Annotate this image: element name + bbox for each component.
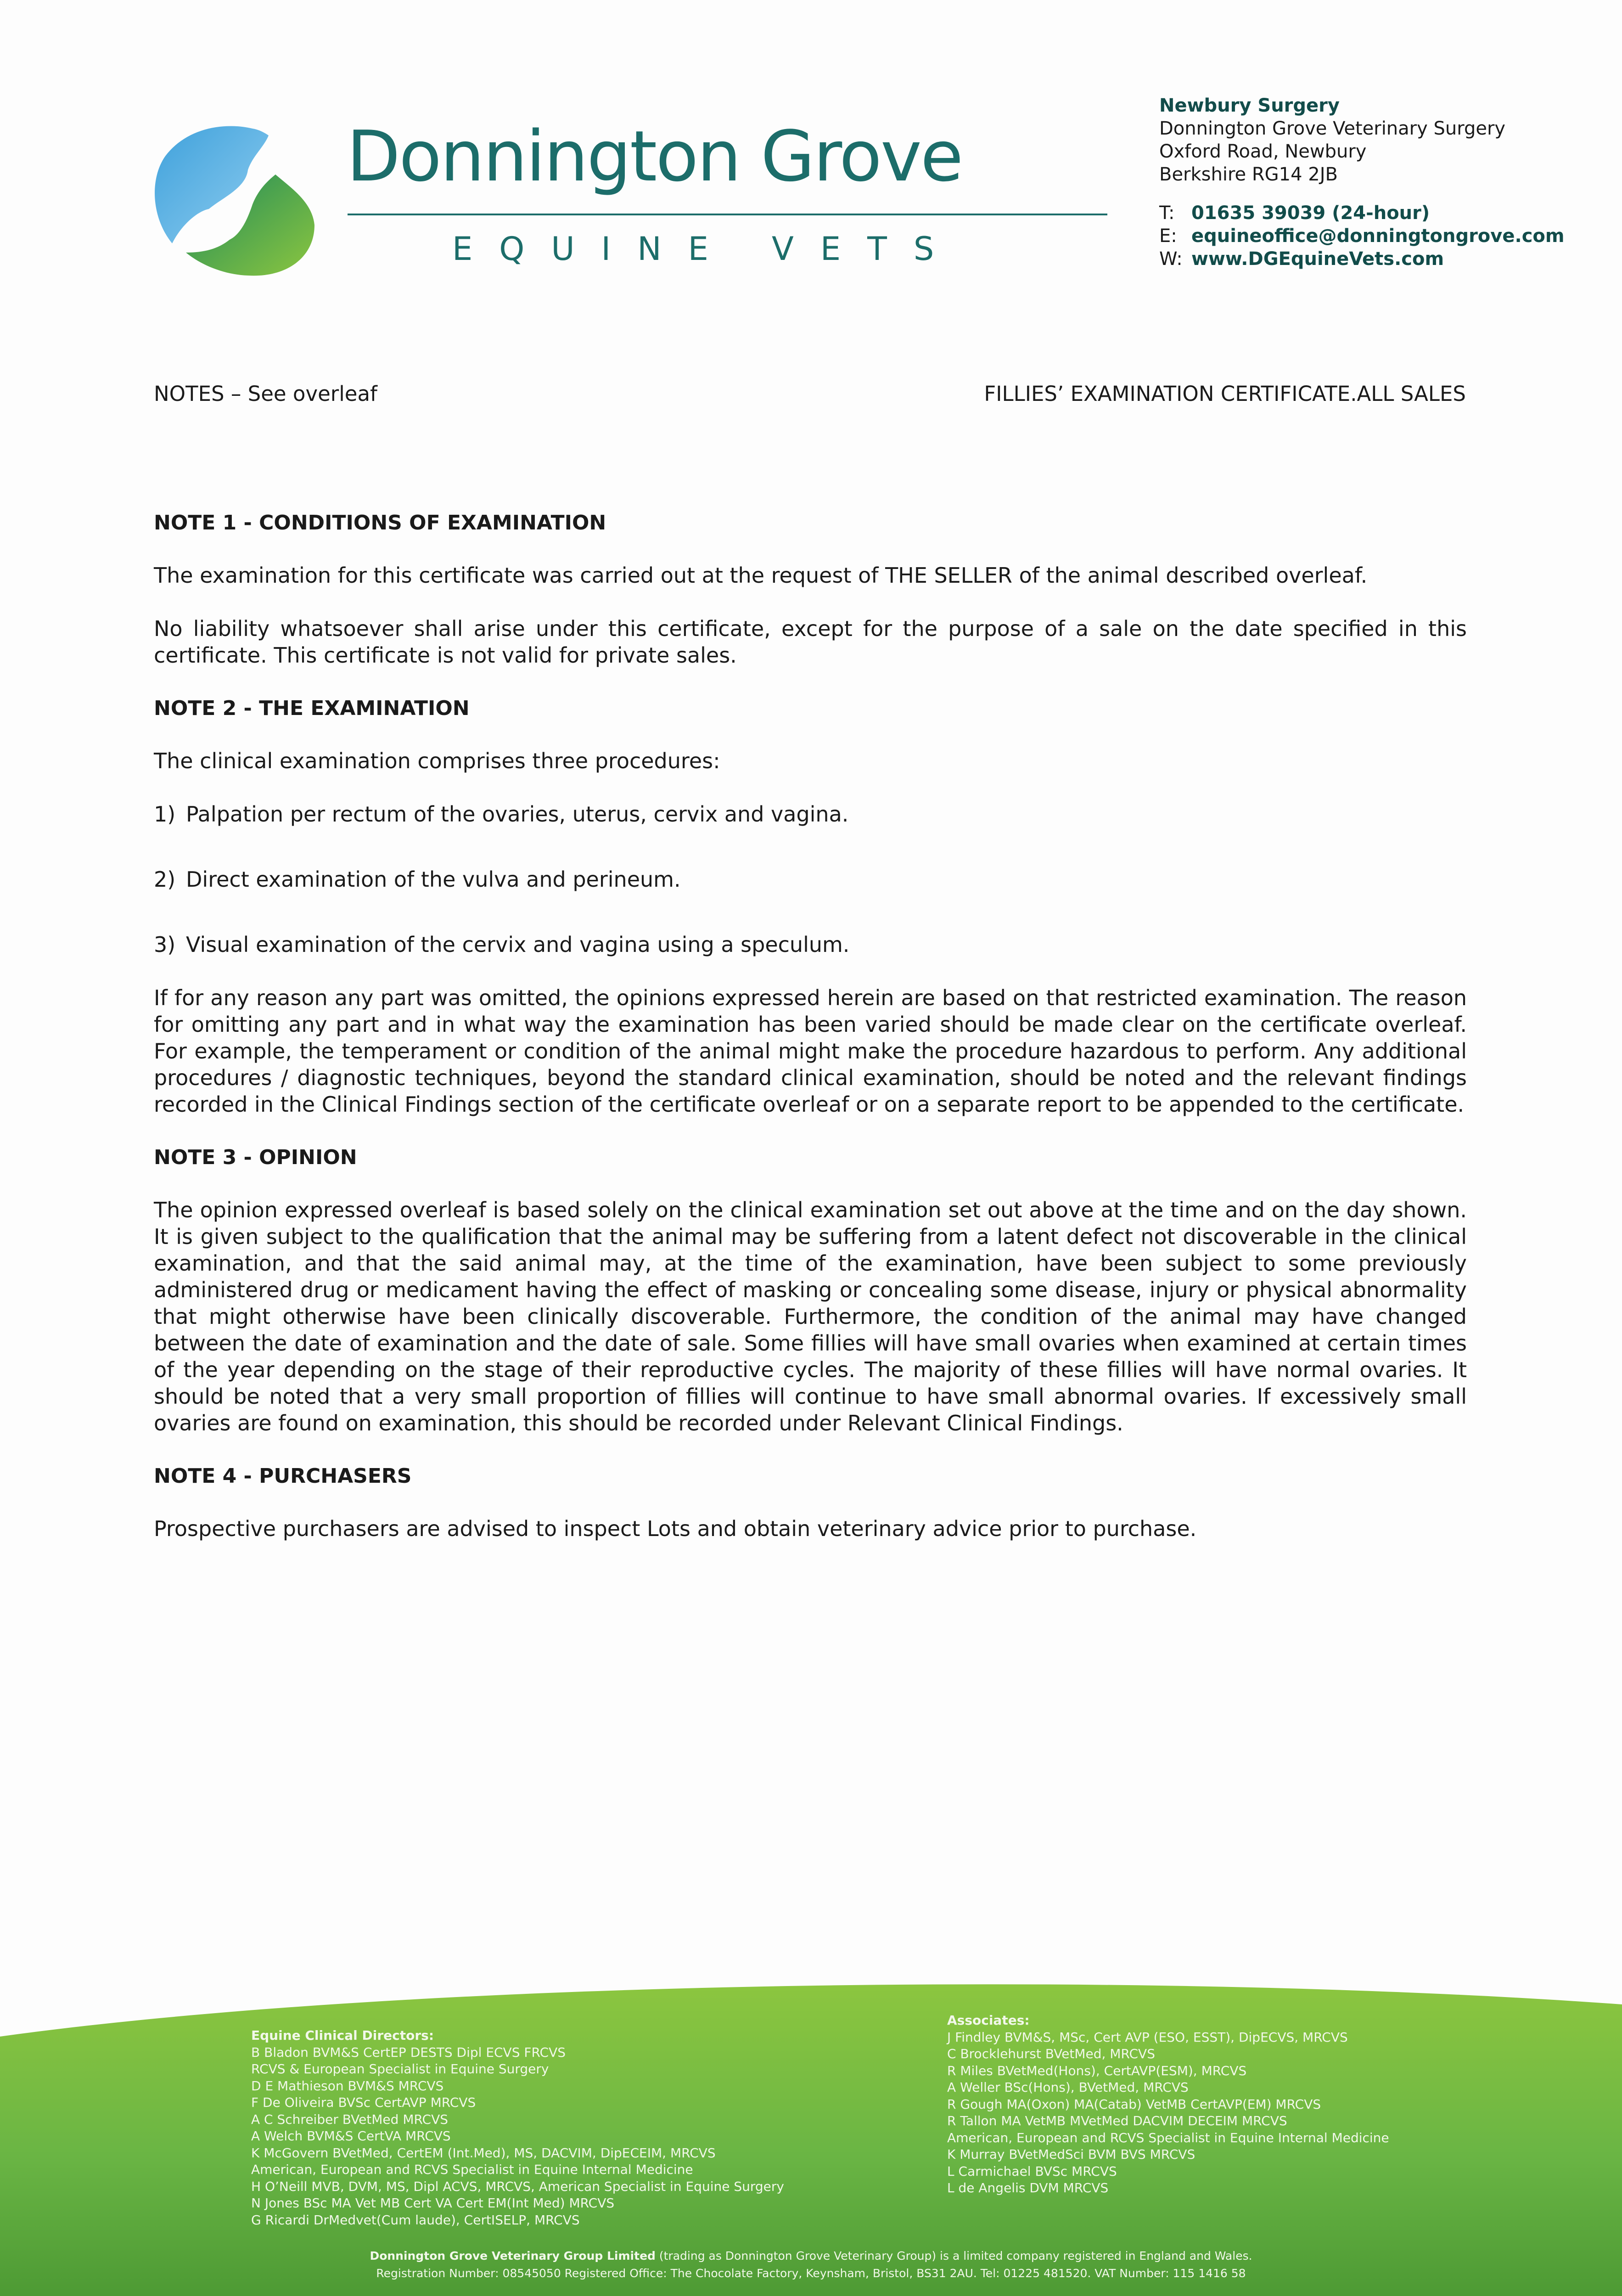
associate-line: C Brocklehurst BVetMed, MRCVS [947,2046,1155,2061]
note-1-paragraph: No liability whatsoever shall arise under this certificate, except for the purpose of a sale on the date specified in this certificate. This certificate is not valid for private sales. [154,616,1467,668]
associate-line: R Gough MA(Oxon) MA(Catab) VetMB CertAVP(EM) MRCVS [947,2096,1321,2112]
associate-line: K Murray BVetMedSci BVM BVS MRCVS [947,2147,1195,2162]
company-description: (trading as Donnington Grove Veterinary Group) is a limited company registered in England and Wales. [655,2249,1252,2262]
note-3-heading: NOTE 3 - OPINION [154,1146,357,1169]
office-name: Newbury Surgery [1159,95,1340,116]
note-4-paragraph: Prospective purchasers are advised to inspect Lots and obtain veterinary advice prior to purchase. [154,1516,1197,1541]
procedure-number: 2) [154,867,176,892]
contact-block [1159,94,1565,270]
director-line: D E Mathieson BVM&S MRCVS [251,2078,444,2093]
note-2-paragraph: If for any reason any part was omitted, the opinions expressed herein are based on that restricted examination. The reason for omitting any part and in what way the examination has been varied should be made clear on the certificate overleaf. For example, the temperament or condition of the animal might make the procedure hazardous to perform. Any additional procedures / diagnostic techniques, beyond the standard clinical examination, should be noted and the relevant findings recorded in the Clinical Findings section of the certificate overleaf or on a separate report to be appended to the certificate. [154,985,1467,1117]
procedure-number: 1) [154,802,176,827]
legal-line-1 [0,2247,1622,2265]
associate-line: J Findley BVM&S, MSc, Cert AVP (ESO, ESST), DipECVS, MRCVS [947,2029,1348,2045]
associates-heading: Associates: [947,2013,1030,2028]
notes-body [154,510,1467,1569]
phone-row [1159,202,1565,225]
associate-line: R Miles BVetMed(Hons), CertAVP(ESM), MRCVS [947,2063,1247,2078]
note-1-heading: NOTE 1 - CONDITIONS OF EXAMINATION [154,511,606,535]
horse-head-logo-icon [154,119,319,278]
email-link[interactable]: equineoffice@donningtongrove.com [1191,225,1565,247]
address-line: Donnington Grove Veterinary Surgery [1159,118,1506,139]
spacer [1159,186,1565,202]
procedure-item [154,801,1467,827]
certificate-title: FILLIES’ EXAMINATION CERTIFICATE.ALL SALES [984,382,1466,406]
phone-number[interactable]: 01635 39039 (24-hour) [1191,203,1430,224]
note-1-paragraph: The examination for this certificate was carried out at the request of THE SELLER of the animal described overleaf. [154,563,1368,588]
note-2-intro: The clinical examination comprises three procedures: [154,748,720,773]
director-line: H O’Neill MVB, DVM, MS, Dipl ACVS, MRCVS, American Specialist in Equine Surgery [251,2178,784,2194]
director-line: RCVS & European Specialist in Equine Surgery [251,2061,549,2077]
address-line: Berkshire RG14 2JB [1159,164,1338,185]
directors-list [251,2027,784,2228]
director-line: G Ricardi DrMedvet(Cum laude), CertISELP, MRCVS [251,2212,580,2228]
associates-list [947,2012,1389,2197]
address-line: Oxford Road, Newbury [1159,141,1367,162]
director-line: A Welch BVM&S CertVA MRCVS [251,2128,451,2144]
brand-logo [154,113,962,278]
associate-line: R Tallon MA VetMB MVetMed DACVIM DECEIM MRCVS [947,2113,1287,2128]
notes-reference: NOTES – See overleaf [154,382,377,406]
associate-line: L Carmichael BVSc MRCVS [947,2163,1117,2179]
footer [0,1961,1622,2296]
brand-tagline: EQUINE VETS [452,230,961,268]
procedure-number: 3) [154,932,176,957]
email-row [1159,225,1565,248]
email-key: E: [1159,225,1177,247]
associate-line: American, European and RCVS Specialist in Equine Internal Medicine [947,2130,1389,2145]
legal-line-2: Registration Number: 08545050 Registered Office: The Chocolate Factory, Keynsham, Bristol, BS31 2AU. Tel: 01225 481520. VAT Number: 115 1416 58 [376,2267,1246,2280]
brand-name: Donnington Grove [347,116,962,197]
procedure-text: Visual examination of the cervix and vagina using a speculum. [186,932,850,957]
procedure-text: Palpation per rectum of the ovaries, uterus, cervix and vagina. [186,802,849,827]
note-4-heading: NOTE 4 - PURCHASERS [154,1464,412,1488]
brand-divider [348,214,1107,215]
web-row [1159,248,1565,270]
website-link[interactable]: www.DGEquineVets.com [1191,248,1444,270]
director-line: American, European and RCVS Specialist in Equine Internal Medicine [251,2162,693,2177]
procedure-item [154,931,1467,958]
procedure-text: Direct examination of the vulva and perineum. [186,867,681,892]
phone-key: T: [1159,203,1175,224]
procedure-item [154,866,1467,893]
director-line: B Bladon BVM&S CertEP DESTS Dipl ECVS FRCVS [251,2044,566,2060]
director-line: A C Schreiber BVetMed MRCVS [251,2111,449,2127]
director-line: N Jones BSc MA Vet MB Cert VA Cert EM(Int Med) MRCVS [251,2195,615,2211]
director-line: F De Oliveira BVSc CertAVP MRCVS [251,2095,476,2110]
note-3-paragraph: The opinion expressed overleaf is based solely on the clinical examination set out above at the time and on the day shown. It is given subject to the qualification that the animal may be suffering from a latent defect not discoverable in the clinical examination, and that the said animal may, at the time of the examination, have been subject to some previously administered drug or medicament having the effect of masking or concealing some disease, injury or physical abnormality that might otherwise have been clinically discoverable. Furthermore, the condition of the animal may have changed between the date of examination and the date of sale. Some fillies will have small ovaries when examined at certain times of the year depending on the stage of their reproductive cycles. The majority of these fillies will have normal ovaries. It should be noted that a very small proportion of fillies will continue to have small abnormal ovaries. If excessively small ovaries are found on examination, this should be recorded under Relevant Clinical Findings. [154,1198,1467,1435]
director-line: K McGovern BVetMed, CertEM (Int.Med), MS, DACVIM, DipECEIM, MRCVS [251,2145,716,2161]
directors-heading: Equine Clinical Directors: [251,2028,434,2043]
note-2-heading: NOTE 2 - THE EXAMINATION [154,697,470,720]
associate-line: L de Angelis DVM MRCVS [947,2180,1109,2195]
associate-line: A Weller BSc(Hons), BVetMed, MRCVS [947,2080,1189,2095]
web-key: W: [1159,248,1183,270]
company-name: Donnington Grove Veterinary Group Limited [370,2249,656,2262]
